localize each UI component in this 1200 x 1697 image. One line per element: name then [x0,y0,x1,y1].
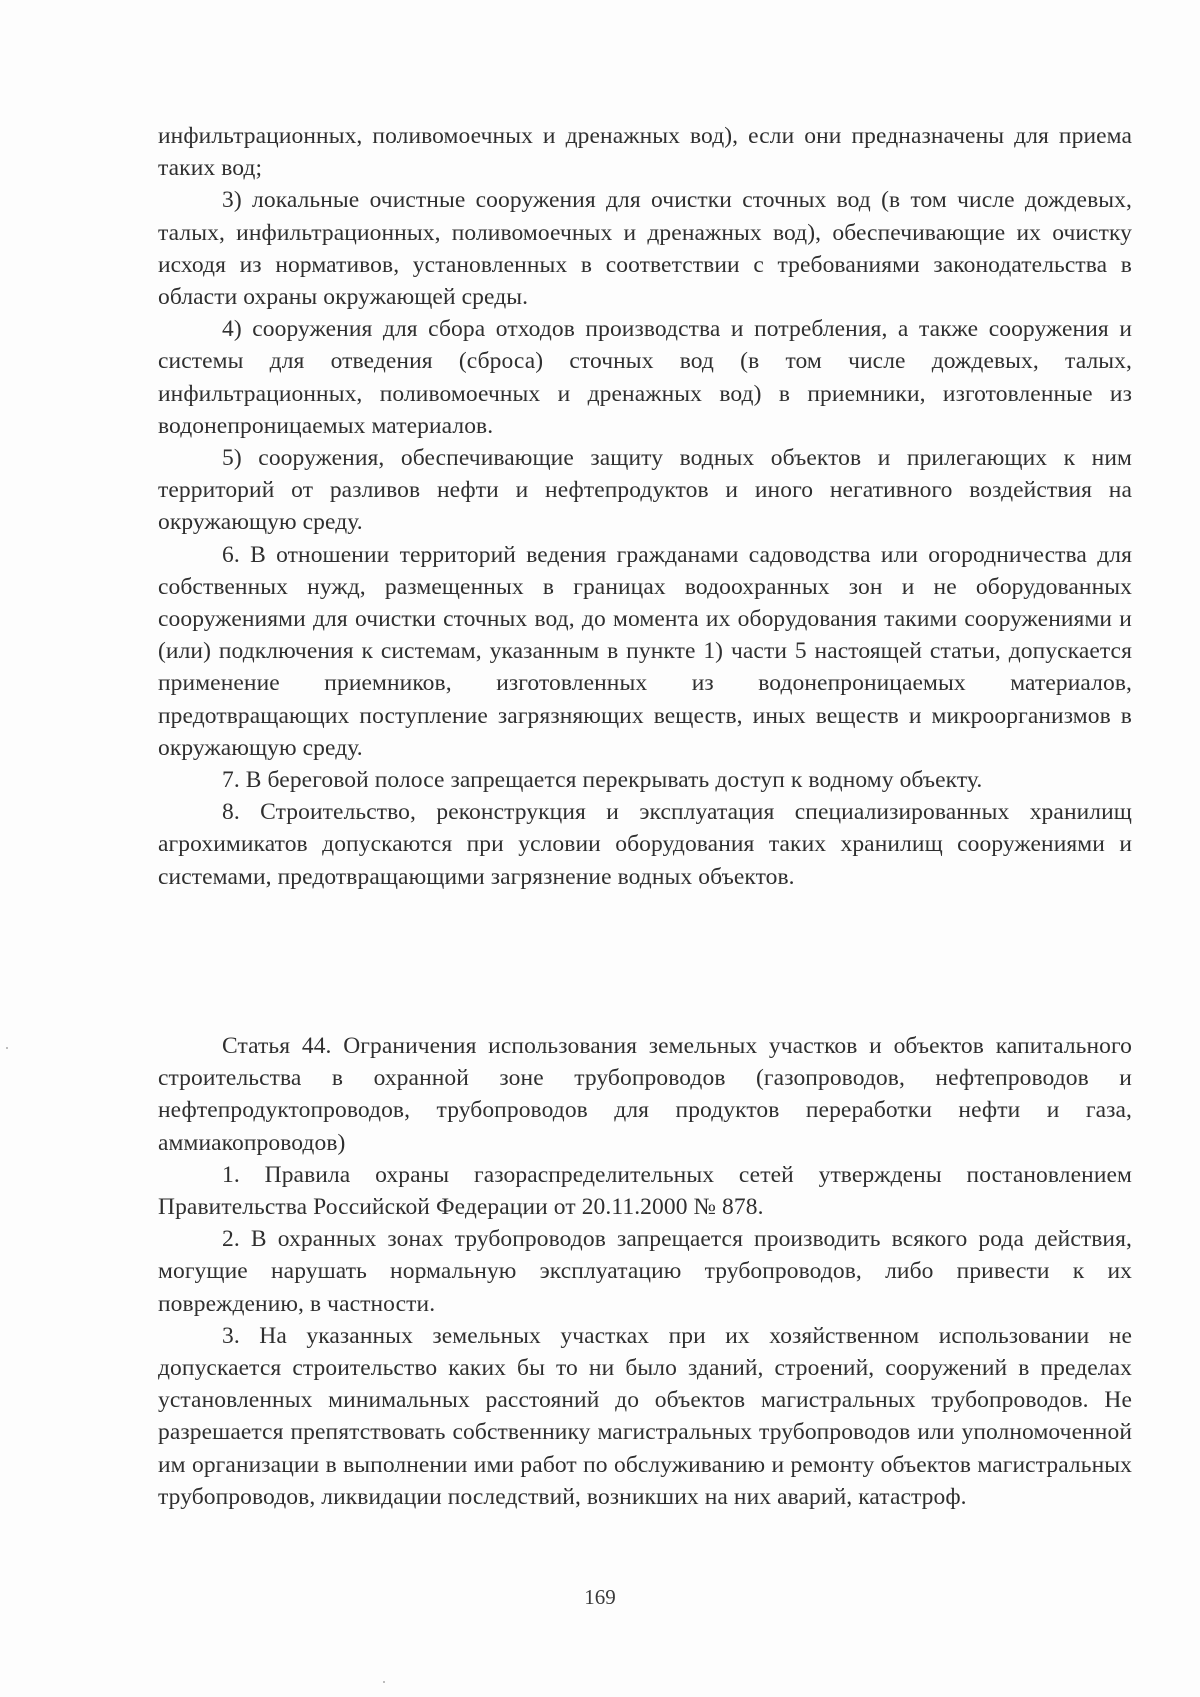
page-number: 169 [584,1585,616,1609]
article-44-paragraph-3: 3. На указанных земельных участках при их хозяйственном использовании не допускается строительство каких бы то ни было зданий, строений, сооружений в пределах установленных минимальных расстояний до объектов магистральных трубопроводов. Не разрешается препятствовать собственнику магистральных трубопроводов или уполномоченной им организации в выполнении ими работ по обслуживанию и ремонту объектов магистральных трубопроводов, ликвидации последствий, возникших на них аварий, катастроф. [158,1322,1132,1510]
paragraph-continuation: инфильтрационных, поливомоечных и дренажных вод), если они предназначены для приема таких вод; [158,123,1132,182]
paragraph-item-4: 4) сооружения для сбора отходов производства и потребления, а также сооружения и системы для отведения (сброса) сточных вод (в том числе дождевых, талых, инфильтрационных, поливомоечных и дренажных вод) в приемники, изготовленные из водонепроницаемых материалов. [158,316,1132,439]
article-44-heading: Статья 44. Ограничения использования земельных участков и объектов капитального строительства в охранной зоне трубопроводов (газопроводов, нефтепроводов и нефтепродуктопроводов, трубопроводов для продуктов переработки нефти и газа, аммиакопроводов) [158,1033,1132,1156]
paragraph-item-3: 3) локальные очистные сооружения для очистки сточных вод (в том числе дождевых, талых, инфильтрационных, поливомоечных и дренажных вод), обеспечивающие их очистку исходя из нормативов, установленных в соответствии с требованиями законодательства в области охраны окружающей среды. [158,187,1132,311]
scan-speck [383,1681,385,1683]
section-top-text [158,120,1132,893]
scan-speck [6,1047,8,1049]
article-44-text [158,1030,1132,1513]
paragraph-item-5: 5) сооружения, обеспечивающие защиту водных объектов и прилегающих к ним территорий от разливов нефти и нефтепродуктов и иного негативного воздействия на окружающую среду. [158,445,1132,536]
paragraph-item-6: 6. В отношении территорий ведения гражданами садоводства или огородничества для собственных нужд, размещенных в границах водоохранных зон и не оборудованных сооружениями для очистки сточных вод, до момента их оборудования такими сооружениями и (или) подключения к системам, указанным в пункте 1) части 5 настоящей статьи, допускается применение приемников, изготовленных из водонепроницаемых материалов, предотвращающих поступление загрязняющих веществ, иных веществ и микроорганизмов в окружающую среду. [158,541,1132,761]
article-44-paragraph-1: 1. Правила охраны газораспределительных сетей утверждены постановлением Правительства Российской Федерации от 20.11.2000 № 878. [158,1161,1132,1221]
paragraph-item-8: 8. Строительство, реконструкция и эксплуатация специализированных хранилищ агрохимикатов допускаются при условии оборудования таких хранилищ сооружениями и системами, предотвращающими загрязнение водных объектов. [158,799,1132,890]
paragraph-item-7: 7. В береговой полосе запрещается перекрывать доступ к водному объекту. [222,767,983,794]
article-44-paragraph-2: 2. В охранных зонах трубопроводов запрещается производить всякого рода действия, могущие нарушать нормальную эксплуатацию трубопроводов, либо привести к их повреждению, в частности. [158,1226,1132,1317]
